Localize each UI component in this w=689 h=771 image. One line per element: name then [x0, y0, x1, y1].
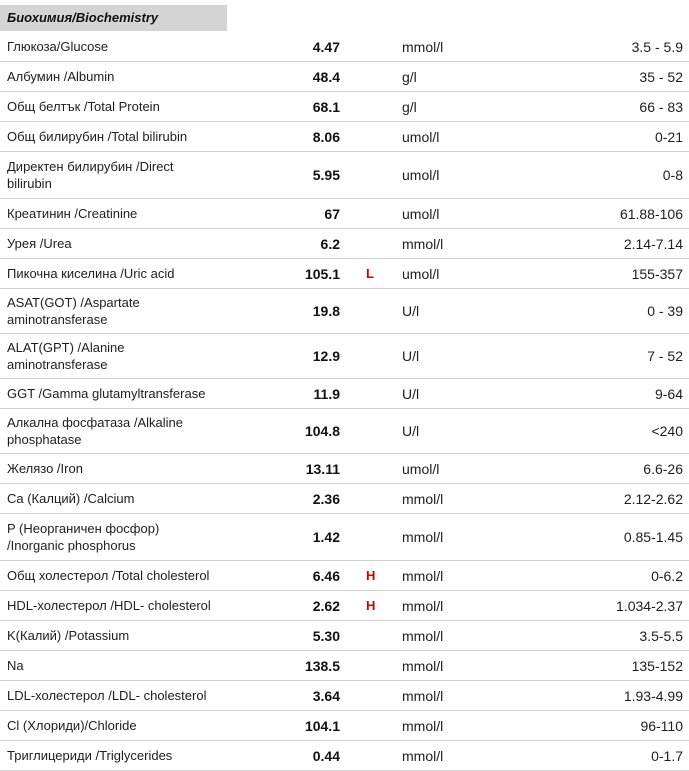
test-name: Общ холестерол /Total cholesterol [7, 568, 210, 583]
test-reference-range: 1.93-4.99 [623, 687, 683, 704]
test-reference-range: 6.6-26 [643, 460, 683, 477]
table-row [0, 651, 689, 681]
test-unit: g/l [402, 68, 417, 85]
test-value: 105.1 [304, 265, 340, 282]
table-row [0, 711, 689, 741]
test-name: Глюкоза/Glucose [7, 39, 109, 54]
table-row [0, 152, 689, 199]
test-flag [366, 409, 380, 453]
test-unit: umol/l [402, 205, 440, 222]
test-flag [366, 62, 380, 91]
test-value: 2.62 [312, 597, 340, 614]
test-value: 0.44 [312, 747, 340, 764]
test-flag: H [366, 598, 376, 613]
test-name: Общ белтък /Total Protein [7, 99, 160, 114]
test-unit: U/l [402, 303, 420, 319]
table-row [0, 379, 689, 409]
table-row [0, 514, 689, 561]
test-flag: H [366, 568, 376, 583]
test-reference-range: 3.5 - 5.9 [631, 38, 683, 55]
test-value: 3.64 [312, 687, 340, 704]
test-reference-range: 0-6.2 [651, 567, 683, 584]
test-unit: umol/l [402, 128, 440, 145]
test-name: Албумин /Albumin [7, 69, 115, 84]
test-unit: mmol/l [402, 657, 444, 674]
table-row [0, 92, 689, 122]
test-name: P (Неорганичен фосфор) /Inorganic phosphorus [7, 521, 160, 553]
test-reference-range: <240 [651, 423, 683, 439]
table-row [0, 289, 689, 334]
test-reference-range: 1.034-2.37 [616, 597, 683, 614]
test-name: ALAT(GPT) /Alanine aminotransferase [7, 340, 125, 372]
test-reference-range: 66 - 83 [639, 98, 683, 115]
test-reference-range: 155-357 [631, 265, 683, 282]
test-value: 12.9 [312, 348, 340, 364]
test-flag [366, 651, 380, 680]
test-reference-range: 0 - 39 [647, 303, 683, 319]
test-unit: mmol/l [402, 490, 444, 507]
test-unit: mmol/l [402, 235, 444, 252]
test-reference-range: 61.88-106 [619, 205, 683, 222]
test-name: Ca (Калций) /Calcium [7, 491, 135, 506]
test-name: Желязо /Iron [7, 461, 83, 476]
test-name: K(Калий) /Potassium [7, 628, 130, 643]
test-value: 19.8 [312, 303, 340, 319]
test-unit: umol/l [402, 265, 440, 282]
test-reference-range: 96-110 [640, 717, 683, 734]
test-flag [366, 229, 380, 258]
table-row [0, 334, 689, 379]
test-name: Урея /Urea [7, 236, 72, 251]
test-name: Алкална фосфатаза /Alkaline phosphatase [7, 415, 183, 447]
test-flag [366, 334, 380, 378]
test-value: 11.9 [313, 385, 340, 402]
test-unit: mmol/l [402, 717, 444, 734]
test-unit: g/l [402, 98, 417, 115]
test-name: Na [7, 658, 24, 673]
table-row [0, 122, 689, 152]
test-unit: U/l [402, 423, 420, 439]
test-name: GGT /Gamma glutamyltransferase [7, 386, 206, 401]
table-row [0, 62, 689, 92]
test-flag [366, 379, 380, 408]
table-row [0, 454, 689, 484]
test-unit: mmol/l [402, 38, 444, 55]
test-flag: L [366, 266, 374, 281]
test-value: 5.30 [312, 627, 340, 644]
test-name: LDL-холестерол /LDL- cholesterol [7, 688, 207, 703]
test-reference-range: 9-64 [654, 385, 683, 402]
test-value: 104.8 [304, 423, 340, 439]
test-value: 104.1 [304, 717, 340, 734]
test-reference-range: 0-21 [654, 128, 683, 145]
test-flag [366, 454, 380, 483]
test-name: Пикочна киселина /Uric acid [7, 266, 175, 281]
test-unit: mmol/l [402, 529, 444, 545]
table-row [0, 229, 689, 259]
table-row [0, 561, 689, 591]
test-reference-range: 0-1.7 [651, 747, 683, 764]
test-value: 138.5 [304, 657, 340, 674]
test-name: Креатинин /Creatinine [7, 206, 138, 221]
table-row [0, 32, 689, 62]
test-value: 2.36 [312, 490, 340, 507]
table-row [0, 409, 689, 454]
test-flag [366, 484, 380, 513]
test-reference-range: 3.5-5.5 [639, 627, 683, 644]
test-name: Cl (Хлориди)/Chloride [7, 718, 137, 733]
test-value: 67 [324, 205, 340, 222]
test-value: 4.47 [312, 38, 340, 55]
test-flag [366, 122, 380, 151]
table-row [0, 621, 689, 651]
test-value: 13.11 [305, 460, 340, 477]
table-row [0, 199, 689, 229]
test-flag [366, 152, 380, 198]
test-reference-range: 135-152 [631, 657, 683, 674]
test-name: ASAT(GOT) /Aspartate aminotransferase [7, 295, 140, 327]
test-reference-range: 0-8 [662, 167, 683, 183]
test-flag [366, 92, 380, 121]
test-unit: umol/l [402, 167, 440, 183]
test-name: HDL-холестерол /HDL- cholesterol [7, 598, 211, 613]
test-flag [366, 741, 380, 770]
table-row [0, 681, 689, 711]
test-value: 6.2 [320, 235, 340, 252]
test-unit: mmol/l [402, 597, 444, 614]
results-table [0, 32, 689, 771]
test-reference-range: 7 - 52 [647, 348, 683, 364]
test-flag [366, 621, 380, 650]
test-unit: U/l [402, 348, 420, 364]
table-row [0, 741, 689, 771]
test-value: 48.4 [312, 68, 340, 85]
table-row [0, 259, 689, 289]
test-unit: mmol/l [402, 627, 444, 644]
test-reference-range: 2.14-7.14 [623, 235, 683, 252]
test-flag [366, 514, 380, 560]
test-value: 6.46 [312, 567, 340, 584]
test-unit: mmol/l [402, 747, 444, 764]
test-flag [366, 711, 380, 740]
test-value: 68.1 [312, 98, 340, 115]
test-value: 1.42 [312, 529, 340, 545]
test-reference-range: 2.12-2.62 [623, 490, 683, 507]
test-name: Директен билирубин /Direct bilirubin [7, 159, 174, 191]
test-unit: mmol/l [402, 687, 444, 704]
test-name: Общ билирубин /Total bilirubin [7, 129, 188, 144]
table-row [0, 591, 689, 621]
test-value: 8.06 [312, 128, 340, 145]
section-title: Биохимия/Biochemistry [0, 5, 227, 31]
test-unit: U/l [402, 385, 420, 402]
test-flag [366, 289, 380, 333]
test-flag [366, 681, 380, 710]
test-reference-range: 0.85-1.45 [623, 529, 683, 545]
test-flag [366, 32, 380, 61]
test-unit: umol/l [402, 460, 440, 477]
test-name: Триглицериди /Triglycerides [7, 748, 173, 763]
test-unit: mmol/l [402, 567, 444, 584]
test-reference-range: 35 - 52 [639, 68, 683, 85]
test-flag [366, 199, 380, 228]
table-row [0, 484, 689, 514]
test-value: 5.95 [312, 167, 340, 183]
